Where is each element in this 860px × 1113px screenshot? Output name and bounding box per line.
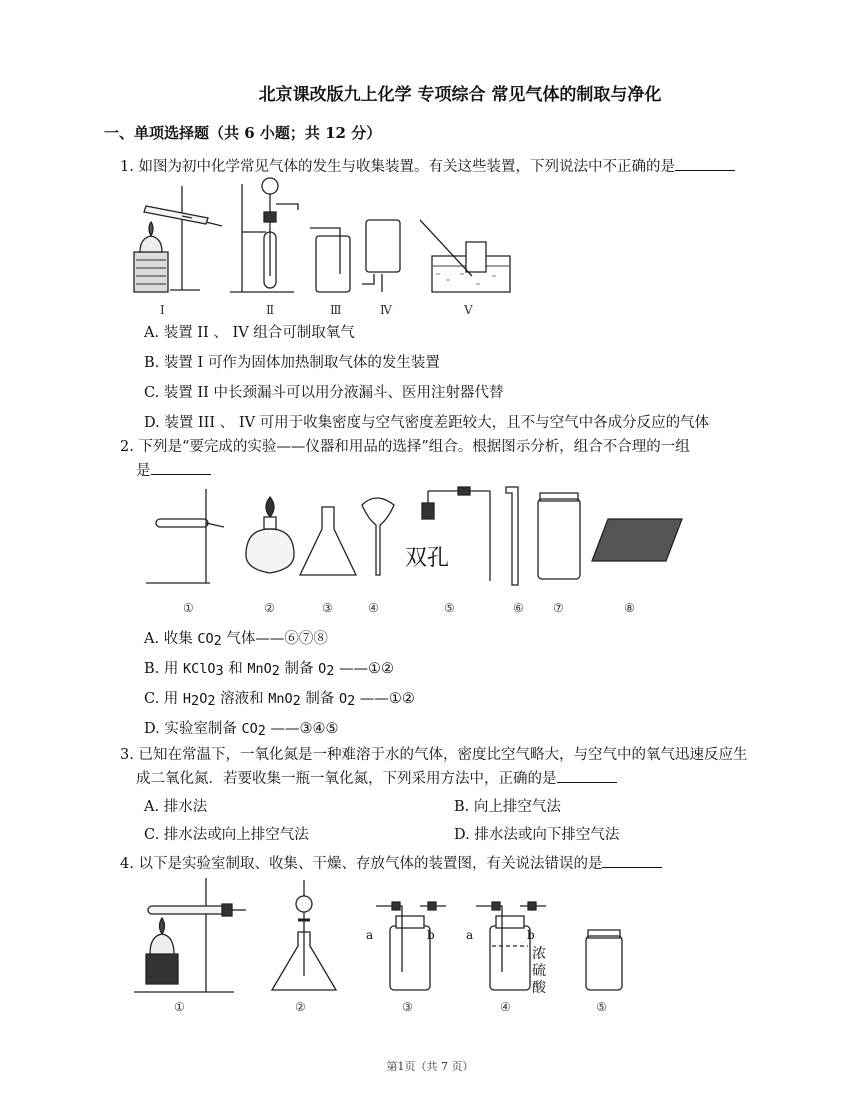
q2-option-d: D. 实验室制备 CO2 ——③④⑤ <box>144 721 339 739</box>
concentrated-sulfuric-acid-label: 浓 硫 酸 <box>532 946 546 996</box>
q4-label-1: ① <box>174 1000 185 1014</box>
port-b-label-3: b <box>427 928 435 942</box>
q1-apparatus-figure <box>130 180 530 300</box>
question-3-stem-line2: 成二氧化氮．若要收集一瓶一氧化氮，下列采用方法中，正确的是 <box>136 768 617 790</box>
q2-instruments-figure <box>140 485 680 595</box>
q2-label-4: ④ <box>368 601 379 615</box>
q1-label-2: Ⅱ <box>266 303 275 317</box>
q2-label-8: ⑧ <box>624 601 635 615</box>
q4-label-4: ④ <box>500 1000 511 1014</box>
q1-label-1: Ⅰ <box>160 303 165 317</box>
page-title: 北京课改版九上化学 专项综合 常见气体的制取与净化 <box>258 85 662 105</box>
question-4-stem: 4. 以下是实验室制取、收集、干燥、存放气体的装置图，有关说法错误的是 <box>120 853 662 875</box>
page-footer: 第1页（共 7 页） <box>386 1060 474 1073</box>
answer-blank <box>151 460 211 475</box>
q3-option-b: B. 向上排空气法 <box>454 799 561 815</box>
q2-label-1: ① <box>183 601 194 615</box>
question-1-stem: 1. 如图为初中化学常见气体的发生与收集装置。有关这些装置，下列说法中不正确的是 <box>120 156 735 178</box>
two-hole-label: 双孔 <box>405 546 450 571</box>
q2-label-2: ② <box>264 601 275 615</box>
q3-option-a: A. 排水法 <box>144 799 208 815</box>
port-b-label-4: b <box>527 928 535 942</box>
port-a-label-4: a <box>466 928 474 942</box>
q4-label-2: ② <box>295 1000 306 1014</box>
q1-option-b: B. 装置 I 可作为固体加热制取气体的发生装置 <box>144 355 440 371</box>
q2-label-3: ③ <box>322 601 333 615</box>
question-3-stem-line1: 3. 已知在常温下，一氧化氮是一种难溶于水的气体，密度比空气略大，与空气中的氧气迅速反应生 <box>120 747 748 763</box>
q2-option-b: B. 用 KClO3 和 MnO2 制备 O2 ——①② <box>144 661 394 679</box>
q3-option-c: C. 排水法或向上排空气法 <box>144 827 309 843</box>
q4-label-3: ③ <box>402 1000 413 1014</box>
answer-blank <box>557 768 617 783</box>
q4-apparatus-figure <box>134 876 634 996</box>
q1-label-5: Ⅴ <box>464 303 473 317</box>
q2-option-a: A. 收集 CO2 气体——⑥⑦⑧ <box>144 631 328 649</box>
port-a-label-3: a <box>366 928 374 942</box>
section-heading: 一、单项选择题（共 6 小题；共 12 分） <box>104 124 382 142</box>
answer-blank <box>602 853 662 868</box>
q1-option-c: C. 装置 II 中长颈漏斗可以用分液漏斗、医用注射器代替 <box>144 385 504 401</box>
question-2-stem-line1: 2. 下列是“要完成的实验——仪器和用品的选择”组合。根据图示分析，组合不合理的一组 <box>120 439 690 455</box>
q1-label-4: Ⅳ <box>380 303 392 317</box>
q1-option-d: D. 装置 III 、 IV 可用于收集密度与空气密度差距较大，且不与空气中各成分反应的气体 <box>144 415 710 431</box>
q3-option-d: D. 排水法或向下排空气法 <box>454 827 620 843</box>
question-2-stem-line2: 是 <box>136 460 211 482</box>
q2-option-c: C. 用 H2O2 溶液和 MnO2 制备 O2 ——①② <box>144 691 415 709</box>
answer-blank <box>675 156 735 171</box>
q1-option-a: A. 装置 II 、 IV 组合可制取氧气 <box>144 325 355 341</box>
q2-label-5: ⑤ <box>444 601 455 615</box>
q2-label-6: ⑥ <box>513 601 524 615</box>
q1-label-3: Ⅲ <box>330 303 342 317</box>
q2-label-7: ⑦ <box>553 601 564 615</box>
q4-label-5: ⑤ <box>596 1000 607 1014</box>
